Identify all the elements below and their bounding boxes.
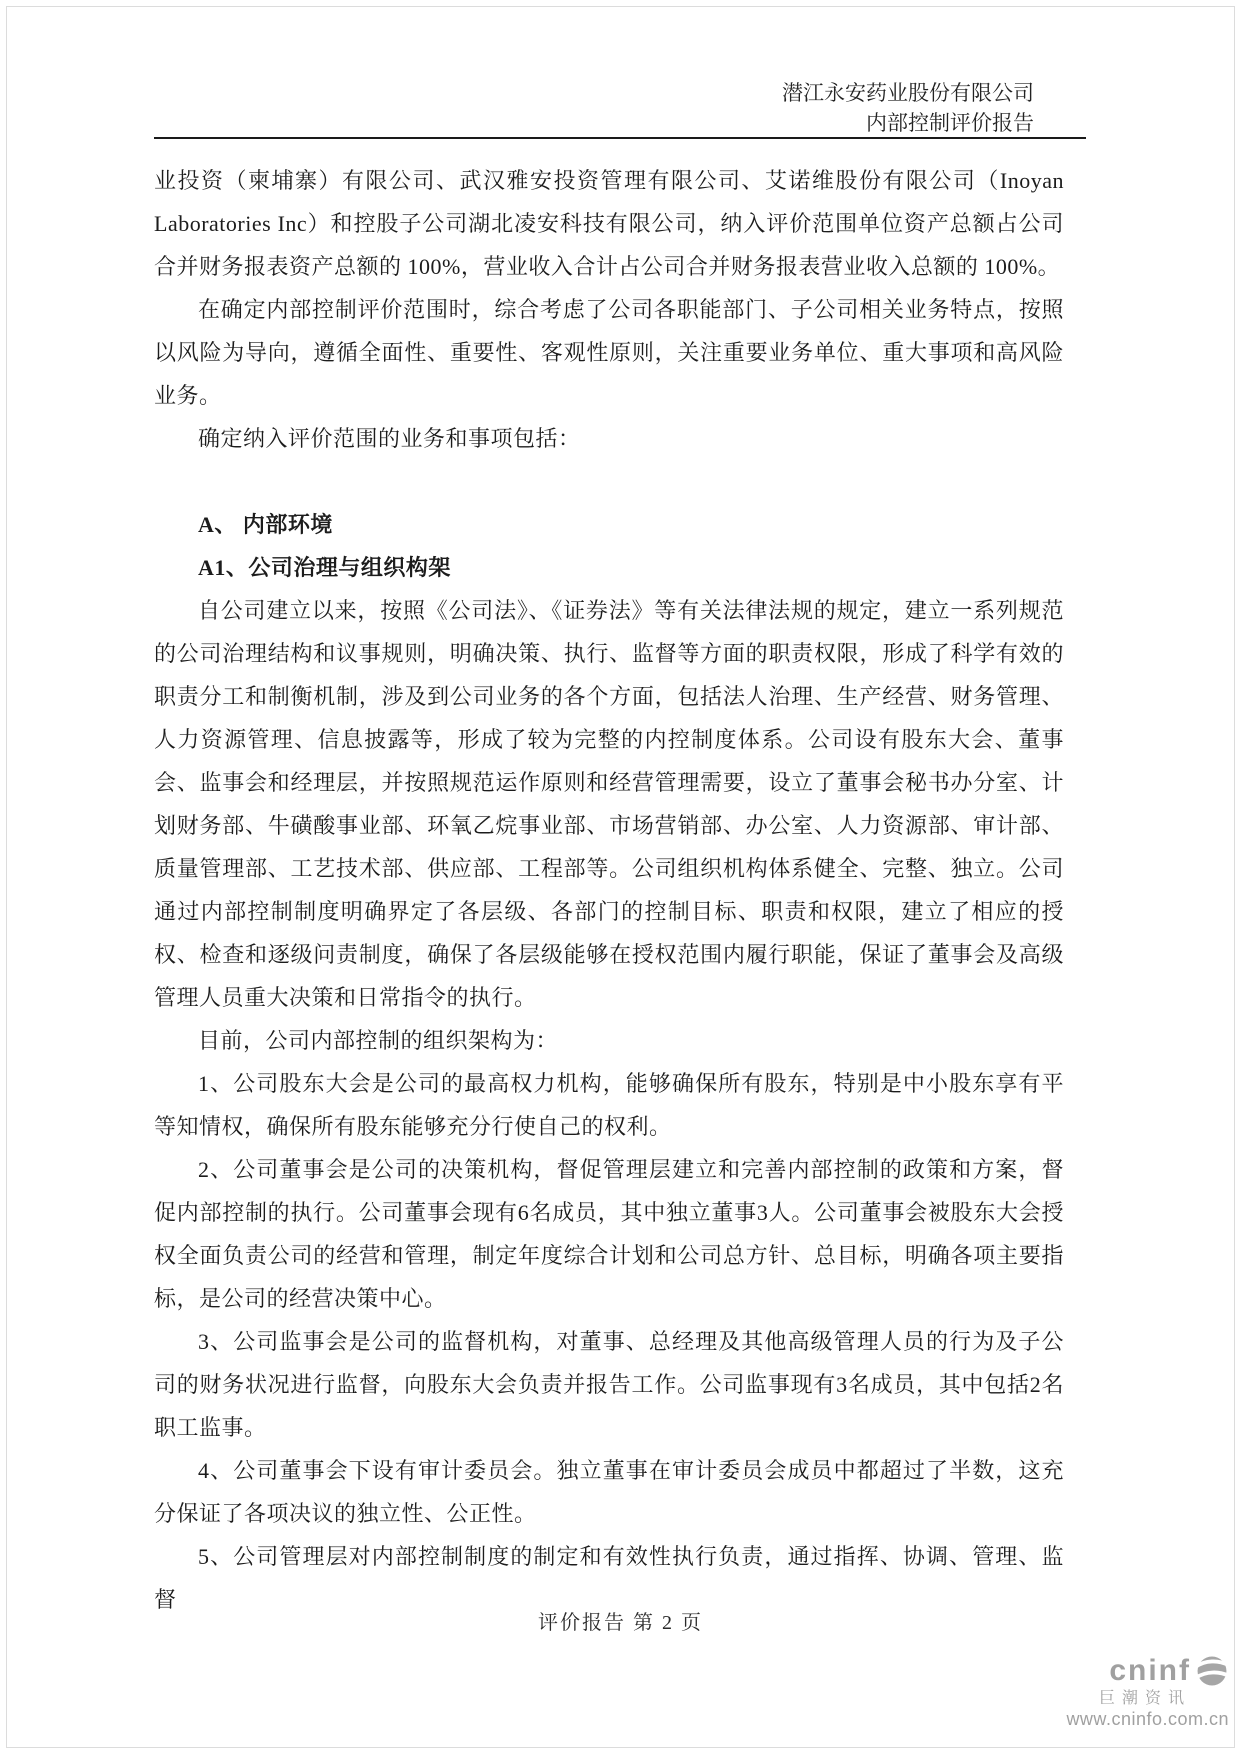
header-report-title: 内部控制评价报告 <box>866 111 1034 135</box>
subsection-heading-governance-structure: A1、公司治理与组织构架 <box>198 555 451 580</box>
header-divider <box>154 137 1086 139</box>
cninfo-chinese-name: 巨潮资讯 <box>1098 1689 1191 1707</box>
cninfo-brand-text: cninf <box>1109 1654 1191 1688</box>
paragraph-item-4-audit-committee: 4、公司董事会下设有审计委员会。独立董事在审计委员会成员中都超过了半数，这充分保证了各项决议的独立性、公正性。 <box>154 1458 1064 1526</box>
paragraph-continuation: 业投资（柬埔寨）有限公司、武汉雅安投资管理有限公司、艾诺维股份有限公司（Inoyan Laboratories Inc）和控股子公司湖北凌安科技有限公司，纳入评价范围单位资产总额占公司合并财务报表资产总额的 100%，营业收入合计占公司合并财务报表营业收入总额的 100%。 <box>154 168 1064 279</box>
cninfo-logo <box>1066 1654 1229 1730</box>
cninfo-logo-row <box>1066 1654 1229 1688</box>
cninfo-url: www.cninfo.com.cn <box>1066 1709 1229 1730</box>
section-heading-internal-environment: A、 内部环境 <box>198 512 333 537</box>
document-body <box>154 159 1064 1621</box>
cninfo-swirl-icon <box>1195 1654 1229 1688</box>
page-number-label: 评价报告 第 2 页 <box>538 1612 703 1634</box>
page-footer <box>0 1606 1241 1635</box>
paragraph-scope-intro: 确定纳入评价范围的业务和事项包括： <box>198 426 581 451</box>
paragraph-item-5-management: 5、公司管理层对内部控制制度的制定和有效性执行负责，通过指挥、协调、管理、监督 <box>154 1544 1064 1612</box>
page-header <box>154 78 1064 138</box>
paragraph-governance-description: 自公司建立以来，按照《公司法》、《证券法》等有关法律法规的规定，建立一系列规范的公司治理结构和议事规则，明确决策、执行、监督等方面的职责权限，形成了科学有效的职责分工和制衡机制，涉及到公司业务的各个方面，包括法人治理、生产经营、财务管理、人力资源管理、信息披露等，形成了较为完整的内控制度体系。公司设有股东大会、董事会、监事会和经理层，并按照规范运作原则和经营管理需要，设立了董事会秘书办分室、计划财务部、牛磺酸事业部、环氧乙烷事业部、市场营销部、办公室、人力资源部、审计部、质量管理部、工艺技术部、供应部、工程部等。公司组织机构体系健全、完整、独立。公司通过内部控制制度明确界定了各层级、各部门的控制目标、职责和权限，建立了相应的授权、检查和逐级问责制度，确保了各层级能够在授权范围内履行职能，保证了董事会及高级管理人员重大决策和日常指令的执行。 <box>154 598 1064 1010</box>
header-company-name: 潜江永安药业股份有限公司 <box>782 81 1034 105</box>
paragraph-evaluation-scope: 在确定内部控制评价范围时，综合考虑了公司各职能部门、子公司相关业务特点，按照以风险为导向，遵循全面性、重要性、客观性原则，关注重要业务单位、重大事项和高风险业务。 <box>154 297 1064 408</box>
paragraph-item-1-shareholders-meeting: 1、公司股东大会是公司的最高权力机构，能够确保所有股东，特别是中小股东享有平等知情权，确保所有股东能够充分行使自己的权利。 <box>154 1071 1064 1139</box>
paragraph-item-2-board-of-directors: 2、公司董事会是公司的决策机构，督促管理层建立和完善内部控制的政策和方案，督促内部控制的执行。公司董事会现有6名成员，其中独立董事3人。公司董事会被股东大会授权全面负责公司的经营和管理，制定年度综合计划和公司总方针、总目标，明确各项主要指标，是公司的经营决策中心。 <box>154 1157 1064 1311</box>
paragraph-item-3-supervisory-board: 3、公司监事会是公司的监督机构，对董事、总经理及其他高级管理人员的行为及子公司的财务状况进行监督，向股东大会负责并报告工作。公司监事现有3名成员，其中包括2名职工监事。 <box>154 1329 1064 1440</box>
paragraph-org-structure-intro: 目前，公司内部控制的组织架构为： <box>198 1028 559 1053</box>
